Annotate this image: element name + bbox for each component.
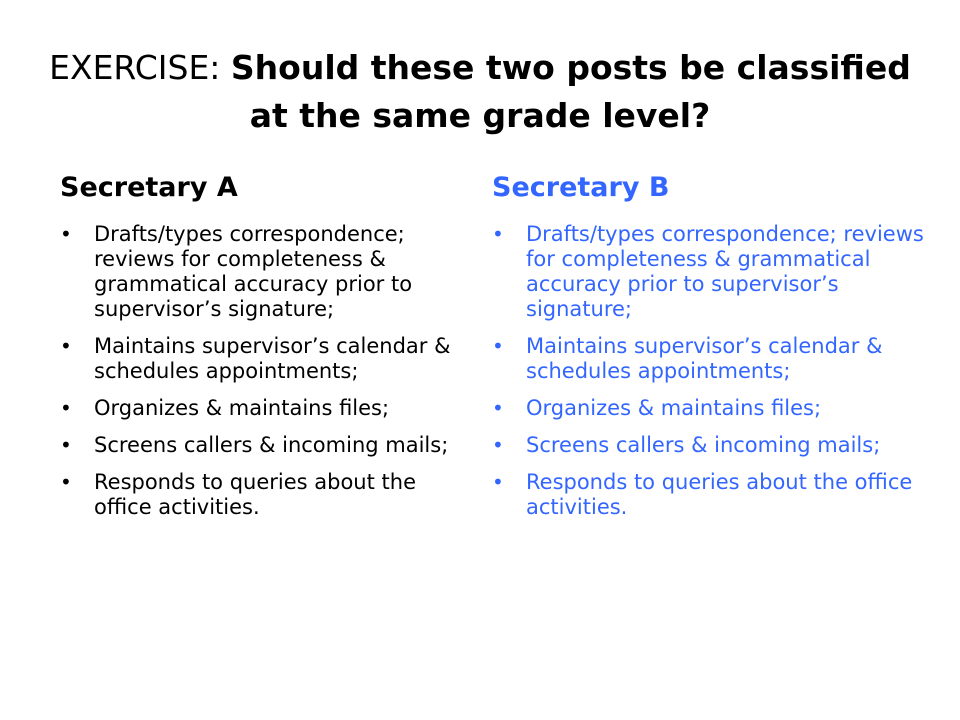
- duty-text: Maintains supervisor’s calendar & schedules appointments;: [94, 334, 451, 383]
- list-item: [60, 433, 475, 458]
- bullet-icon: •: [60, 334, 72, 358]
- secretary-b-heading: Secretary B: [492, 172, 670, 203]
- list-item: [60, 222, 475, 322]
- bullet-icon: •: [60, 396, 72, 420]
- title-lead: EXERCISE:: [49, 48, 231, 87]
- bullet-icon: •: [60, 222, 72, 246]
- list-item: [60, 396, 475, 421]
- list-item: [60, 334, 475, 384]
- secretary-b-column: [492, 168, 932, 532]
- title-question: Should these two posts be classified at the same grade level?: [230, 48, 911, 135]
- slide-title: [40, 44, 920, 140]
- list-item: [492, 334, 932, 384]
- list-item: [60, 470, 475, 520]
- bullet-icon: •: [60, 433, 72, 457]
- bullet-icon: •: [492, 334, 504, 358]
- list-item: [492, 470, 932, 520]
- bullet-icon: •: [492, 396, 504, 420]
- duty-text: Maintains supervisor’s calendar & schedules appointments;: [526, 334, 883, 383]
- bullet-icon: •: [60, 470, 72, 494]
- duty-text: Organizes & maintains files;: [526, 396, 822, 420]
- duty-text: Drafts/types correspondence; reviews for completeness & grammatical accuracy prior to supervisor’s signature;: [526, 222, 924, 321]
- secretary-a-duties: [60, 222, 475, 520]
- duty-text: Responds to queries about the office activities.: [94, 470, 416, 519]
- duty-text: Drafts/types correspondence; reviews for completeness & grammatical accuracy prior to supervisor’s signature;: [94, 222, 413, 321]
- duty-text: Organizes & maintains files;: [94, 396, 390, 420]
- bullet-icon: •: [492, 222, 504, 246]
- secretary-b-duties: [492, 222, 932, 520]
- bullet-icon: •: [492, 433, 504, 457]
- secretary-a-column: [60, 168, 475, 532]
- duty-text: Responds to queries about the office activities.: [526, 470, 913, 519]
- list-item: [492, 222, 932, 322]
- secretary-a-heading: Secretary A: [60, 172, 238, 203]
- list-item: [492, 433, 932, 458]
- list-item: [492, 396, 932, 421]
- duty-text: Screens callers & incoming mails;: [94, 433, 449, 457]
- bullet-icon: •: [492, 470, 504, 494]
- duty-text: Screens callers & incoming mails;: [526, 433, 881, 457]
